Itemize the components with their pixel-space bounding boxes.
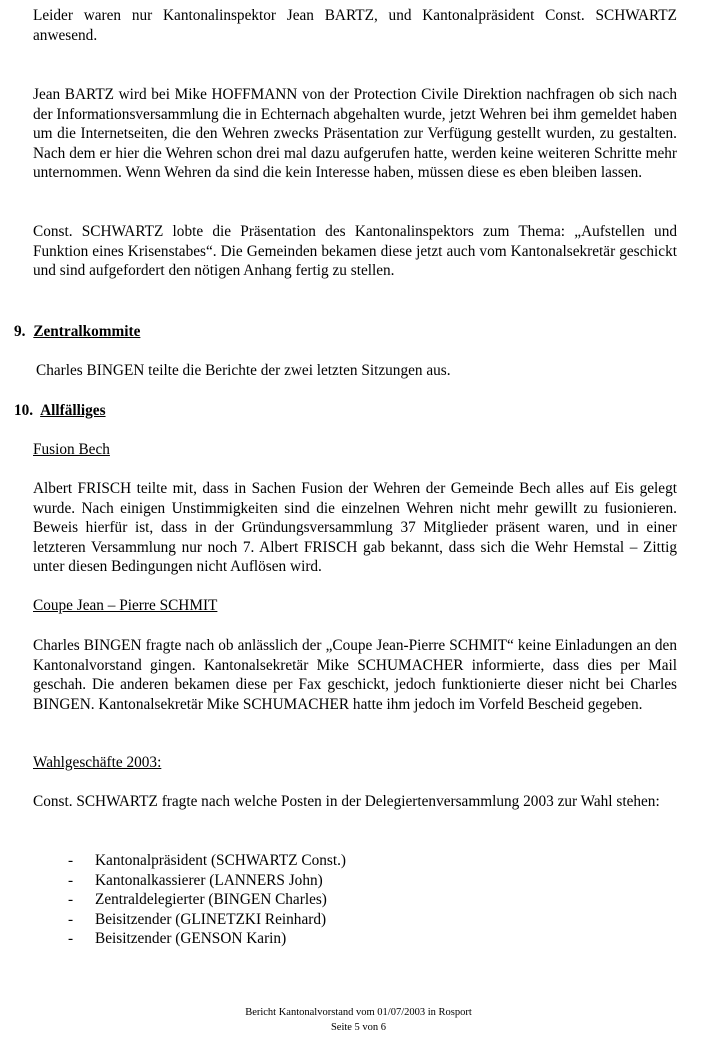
bartz-paragraph: Jean BARTZ wird bei Mike HOFFMANN von der Protection Civile Direktion nachfragen ob sich nach der Informationsversammlung die in Echternach abgehalten wurde, jetzt Wehren bei ihm gemeldet haben um die Internetseiten, die den Wehren zwecks Präsentation zur Verfügung gestellt wurden, zu gestalten. Nach dem er hier die Wehren schon drei mal dazu aufgerufen hatte, werden keine weiteren Schritte mehr unternommen. Wenn Wehren da sind die kein Interesse haben, müssen diese es eben bleiben lassen. — [33, 86, 677, 182]
footer-report: Bericht Kantonalvorstand vom 01/07/2003 in Rosport — [245, 1007, 472, 1018]
list-item — [68, 851, 468, 871]
post-label: Kantonalpräsident (SCHWARTZ Const.) — [95, 852, 347, 869]
attendance-paragraph: Leider waren nur Kantonalinspektor Jean BARTZ, und Kantonalpräsident Const. SCHWARTZ anwesend. — [33, 7, 677, 44]
coupe-paragraph: Charles BINGEN fragte nach ob anlässlich der „Coupe Jean-Pierre SCHMIT“ keine Einladungen an den Kantonalvorstand gingen. Kantonalsekretär Mike SCHUMACHER informierte, dass dies per Mail geschah. Die anderen bekamen diese per Fax geschickt, jedoch funktionierte dieser nicht bei Charles BINGEN. Kantonalsekretär Mike SCHUMACHER hatte ihm jedoch im Vorfeld Bescheid gegeben. — [33, 637, 677, 713]
fusion-bech-subtitle: Fusion Bech — [33, 441, 110, 458]
list-dash: - — [68, 910, 74, 928]
section-10-heading — [14, 401, 106, 421]
posts-list — [68, 851, 468, 949]
schwartz-paragraph: Const. SCHWARTZ lobte die Präsentation des Kantonalinspektors zum Thema: „Aufstellen und Funktion eines Krisenstabes“. Die Gemeinden bekamen diese jetzt auch vom Kantonalsekretär geschickt und sind aufgefordert den nötigen Anhang fertig zu stellen. — [33, 223, 677, 280]
list-dash: - — [68, 871, 74, 889]
wahl-paragraph: Const. SCHWARTZ fragte nach welche Posten in der Delegiertenversammlung 2003 zur Wahl stehen: — [33, 793, 660, 810]
list-dash: - — [68, 930, 74, 948]
list-item — [68, 910, 468, 930]
section-9-title: Zentralkommite — [33, 323, 141, 340]
section-9-number: 9. — [14, 323, 26, 340]
section-9-heading — [14, 322, 140, 342]
wahl-subtitle: Wahlgeschäfte 2003: — [33, 754, 162, 771]
post-label: Beisitzender (GLINETZKI Reinhard) — [95, 910, 327, 928]
list-item — [68, 929, 468, 949]
section-9-text: Charles BINGEN teilte die Berichte der zwei letzten Sitzungen aus. — [36, 362, 451, 379]
list-dash: - — [68, 891, 74, 909]
footer-page-number: Seite 5 von 6 — [330, 1022, 387, 1033]
list-item — [68, 890, 468, 910]
list-dash: - — [68, 852, 74, 869]
post-label: Beisitzender (GENSON Karin) — [95, 930, 287, 948]
section-10-title: Allfälliges — [40, 402, 106, 419]
coupe-subtitle: Coupe Jean – Pierre SCHMIT — [33, 597, 218, 614]
fusion-bech-paragraph: Albert FRISCH teilte mit, dass in Sachen Fusion der Wehren der Gemeinde Bech alles auf Eis gelegt wurde. Nach einigen Unstimmigkeiten sind die einzelnen Wehren nicht mehr gewillt zu fusionieren. Beweis hierfür ist, dass in der Gründungsversammlung 37 Mitglieder präsent waren, und in einer letzteren Versammlung nur noch 7. Albert FRISCH gab bekannt, dass sich die Wehr Hemstal – Zittig unter diesen Bedingungen nicht Auflösen wird. — [33, 480, 677, 576]
section-10-number: 10. — [14, 402, 34, 419]
post-label: Zentraldelegierter (BINGEN Charles) — [95, 891, 327, 909]
post-label: Kantonalkassierer (LANNERS John) — [95, 871, 323, 889]
list-item — [68, 871, 468, 891]
